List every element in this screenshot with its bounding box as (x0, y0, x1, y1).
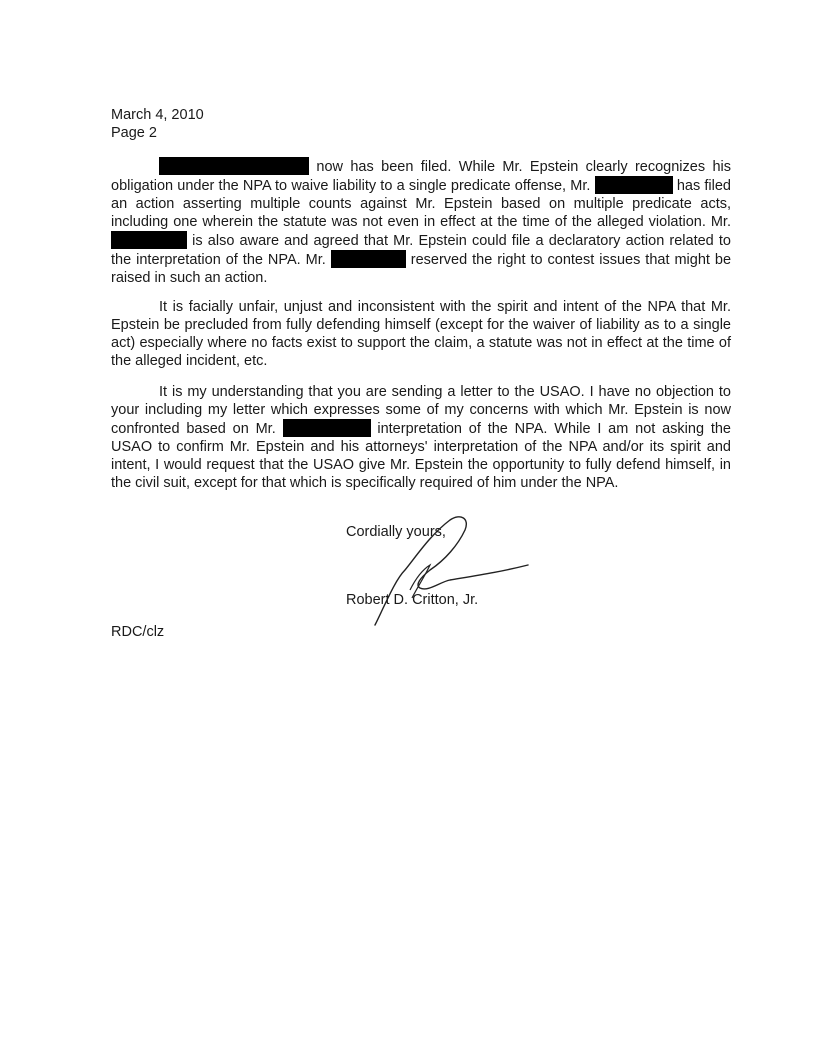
paragraph-1-part-3: is also aware and agreed that Mr. Epstein could file a declaratory action related to the interpretation of the NPA. Mr. (111, 233, 731, 268)
paragraph-1-part-4: reserved the right to contest issues that might be raised in such an action. (111, 252, 732, 286)
closing-salutation: Cordially yours, (346, 524, 446, 540)
paragraph-3-part-2: interpretation of the NPA. While I am not asking the USAO to confirm Mr. Epstein and his attorneys' interpretation of the NPA and/or its spirit and intent, I would request that the USAO give Mr. Epstein the opportunity to fully defend himself, in the civil suit, except for that which is specifically required of him under the NPA. (111, 421, 731, 491)
redaction-block (159, 157, 309, 175)
redaction-block (595, 176, 673, 194)
paragraph-1-part-2: has filed an action asserting multiple counts against Mr. Epstein based on multiple predicate acts, including one wherein the statute was not even in effect at the time of the alleged violation. Mr. (111, 178, 731, 230)
handwritten-signature-icon (360, 510, 540, 630)
paragraph-2 (111, 298, 731, 370)
redaction-block (331, 250, 406, 268)
paragraph-3-part-1: It is my understanding that you are sending a letter to the USAO. I have no objection to your including my letter which expresses some of my concerns with which Mr. Epstein is now confronted based on Mr. (111, 384, 731, 437)
page-number: Page 2 (111, 125, 157, 141)
paragraph-3 (111, 383, 731, 492)
signer-name: Robert D. Critton, Jr. (346, 592, 479, 608)
paragraph-1 (111, 157, 731, 287)
paragraph-2-text: It is facially unfair, unjust and inconsistent with the spirit and intent of the NPA that Mr. Epstein be precluded from fully defending himself (except for the waiver of liability as to a single act) especially where no facts exist to support the claim, a statute was not in effect at the time of the alleged incident, etc. (111, 299, 731, 369)
typist-initials: RDC/clz (111, 624, 165, 640)
paragraph-1-part-1: now has been filed. While Mr. Epstein clearly recognizes his obligation under the NPA to waive liability to a single predicate offense, Mr. (111, 159, 732, 194)
redaction-block (111, 231, 187, 249)
letter-date: March 4, 2010 (111, 107, 204, 123)
redaction-block (283, 419, 371, 437)
letter-header (111, 106, 204, 142)
